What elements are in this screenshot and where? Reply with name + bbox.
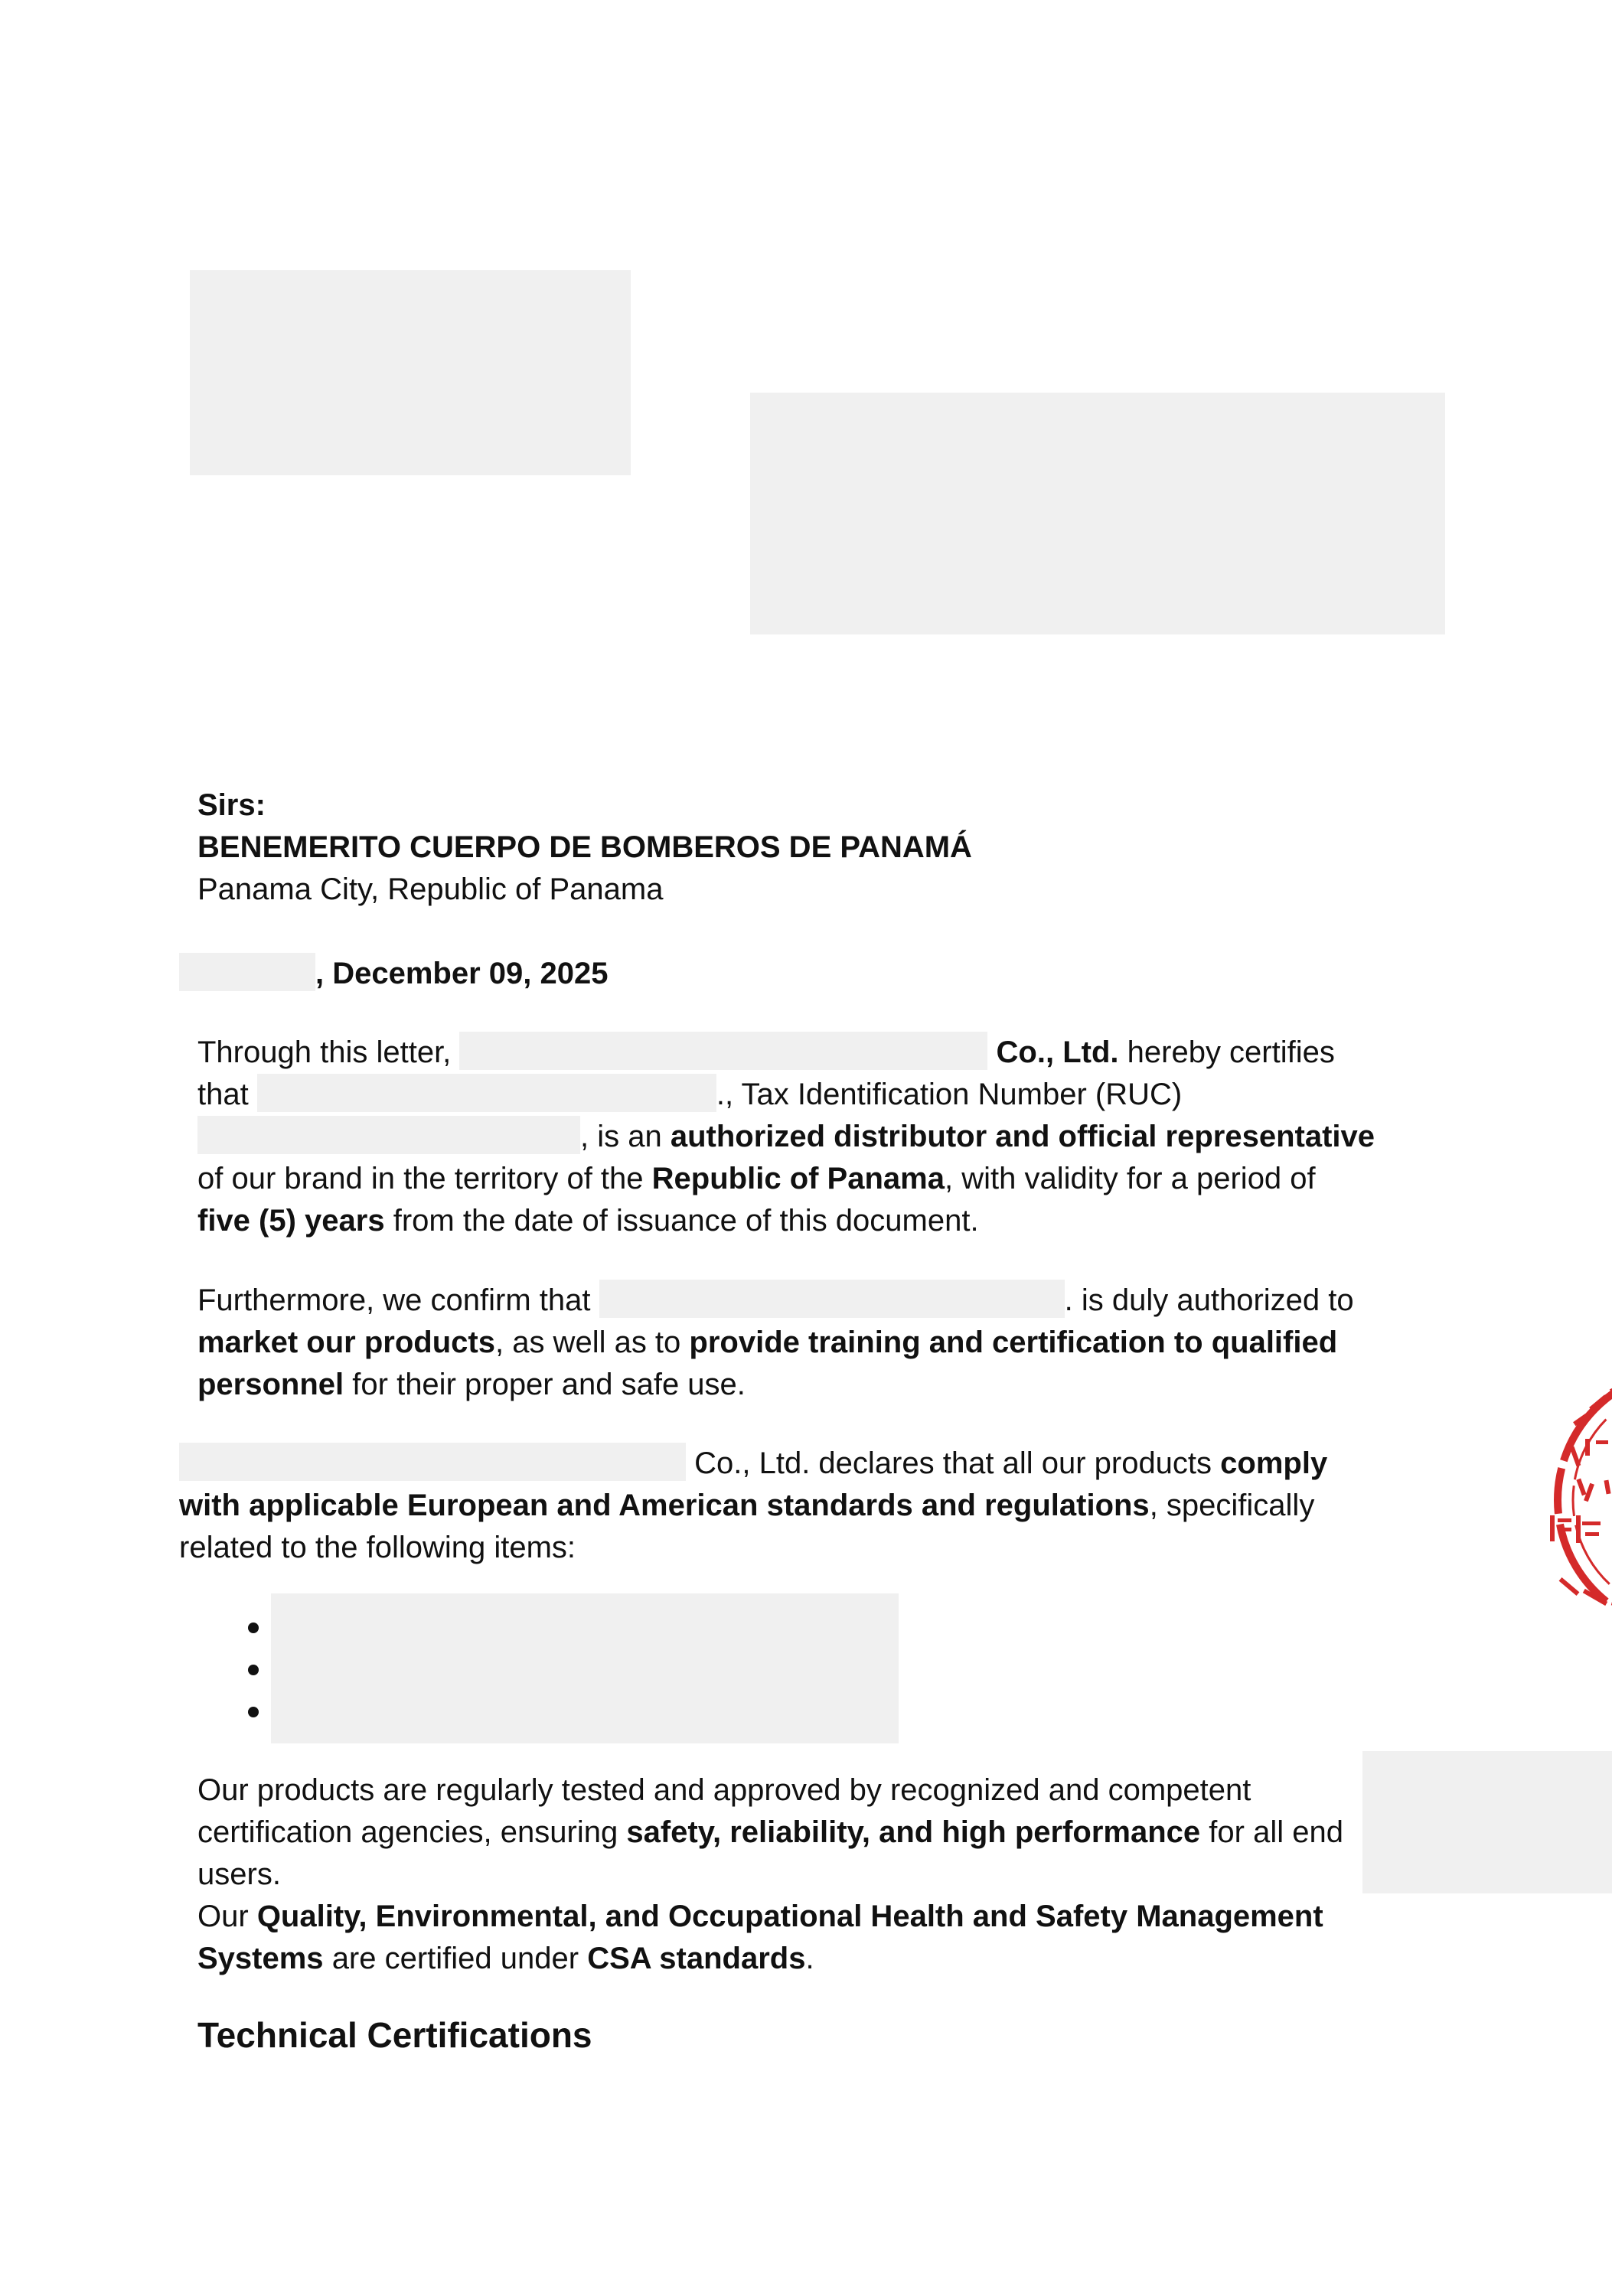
- para1-text-6: from the date of issuance of this document.: [393, 1204, 979, 1238]
- date-text: , December 09, 2025: [315, 957, 609, 990]
- para1-validity-period: five (5) years: [197, 1204, 385, 1238]
- para1-text-5: , with validity for a period of: [944, 1162, 1316, 1195]
- para1-text-3: , is an: [580, 1120, 662, 1153]
- para3-text-1: Co., Ltd. declares that all our products: [694, 1446, 1212, 1480]
- recipient-name: BENEMERITO CUERPO DE BOMBEROS DE PANAMÁ: [197, 830, 972, 864]
- date-line: [179, 953, 1358, 995]
- para1-authorized-role: authorized distributor and official representative: [670, 1120, 1375, 1153]
- redacted-company-name-2: [179, 1443, 686, 1481]
- redacted-distributor-name-2: [599, 1280, 1065, 1318]
- redacted-city: [179, 953, 315, 991]
- para1-ruc-label: ., Tax Identification Number (RUC): [716, 1078, 1183, 1111]
- para5-text-2: are certified under: [331, 1942, 579, 1975]
- redacted-distributor-name: [257, 1074, 716, 1112]
- para1-company-suffix: Co., Ltd.: [996, 1035, 1119, 1069]
- paragraph-certification: [197, 1032, 1376, 1242]
- redacted-letterhead-block: [750, 393, 1445, 634]
- redacted-company-name: [459, 1032, 987, 1070]
- para1-text-1: Through this letter,: [197, 1035, 452, 1069]
- para5-text-1: Our: [197, 1900, 249, 1933]
- recipient-location: Panama City, Republic of Panama: [197, 872, 664, 906]
- para1-text-4: of our brand in the territory of the: [197, 1162, 644, 1195]
- redacted-signature-block: [1362, 1751, 1612, 1893]
- salutation: Sirs:: [197, 788, 266, 822]
- paragraph-authorization: [197, 1280, 1376, 1406]
- para4-text-1: Our products are regularly tested and approved by recognized and competent certification agencies, ensuring: [197, 1773, 1251, 1849]
- para2-text-4: for their proper and safe use.: [352, 1368, 746, 1401]
- para3-text-2: , specifically related to the following items:: [179, 1489, 1315, 1564]
- company-seal-graphic: [1542, 1355, 1612, 1645]
- para4-text-2: for all end users.: [197, 1815, 1343, 1891]
- para1-text-2: hereby certifies that: [197, 1035, 1335, 1111]
- redacted-ruc-number: [197, 1116, 580, 1154]
- para2-training-certification: provide training and certification to qualified personnel: [197, 1326, 1338, 1401]
- redacted-items-block: [271, 1593, 899, 1743]
- paragraph-testing: [197, 1769, 1376, 1980]
- para4-quality-attributes: safety, reliability, and high performance: [626, 1815, 1201, 1849]
- para2-text-3: , as well as to: [494, 1326, 681, 1359]
- para5-csa-standards: CSA standards: [587, 1942, 806, 1975]
- para5-management-systems: Quality, Environmental, and Occupational Health and Safety Management Systems: [197, 1900, 1323, 1975]
- para5-text-3: .: [805, 1942, 814, 1975]
- section-heading-technical-certifications: Technical Certifications: [197, 2015, 592, 2055]
- recipient-block: [197, 784, 1376, 911]
- redacted-logo-block: [190, 270, 631, 475]
- para1-territory: Republic of Panama: [651, 1162, 945, 1195]
- paragraph-compliance: [179, 1443, 1358, 1569]
- para2-market-products: market our products: [197, 1326, 495, 1359]
- para3-standards-compliance: comply with applicable European and American standards and regulations: [179, 1446, 1328, 1522]
- para2-text-1: Furthermore, we confirm that: [197, 1283, 591, 1317]
- para2-text-2: . is duly authorized to: [1064, 1283, 1354, 1317]
